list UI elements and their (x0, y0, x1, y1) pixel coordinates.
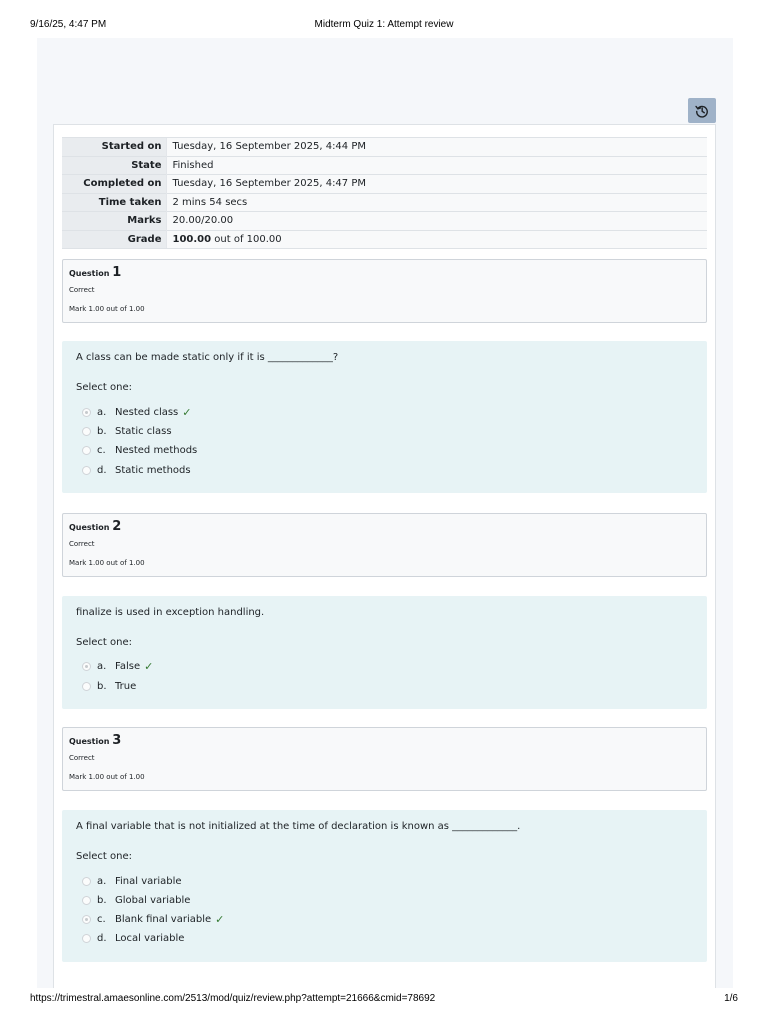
answer-option[interactable] (82, 659, 382, 673)
answer-option[interactable] (82, 679, 382, 693)
answer-label: Final variable (115, 875, 182, 887)
answer-label: Global variable (115, 894, 191, 906)
answer-letter: d. (97, 464, 107, 476)
attempt-summary-table (62, 137, 707, 249)
radio-selected[interactable] (82, 408, 91, 417)
summary-label: Started on (62, 138, 166, 157)
grade-out-of: out of 100.00 (211, 233, 282, 245)
question-formulation-2 (62, 596, 707, 709)
summary-label: Marks (62, 212, 166, 231)
question-number-value: 2 (112, 519, 122, 534)
answer-letter: b. (97, 680, 107, 692)
answer-letter: c. (97, 444, 106, 456)
summary-value: Tuesday, 16 September 2025, 4:47 PM (166, 175, 707, 194)
answer-letter: b. (97, 425, 107, 437)
radio-selected[interactable] (82, 662, 91, 671)
answer-option[interactable] (82, 405, 382, 419)
answer-label: True (115, 680, 137, 692)
radio-unselected[interactable] (82, 934, 91, 943)
question-text: A final variable that is not initialized at the time of declaration is known as _____________. (76, 821, 521, 832)
question-info-2 (62, 513, 707, 577)
summary-row-marks (62, 212, 707, 231)
answer-label: Nested methods (115, 444, 198, 456)
answer-option[interactable] (82, 893, 382, 907)
answer-letter: a. (97, 660, 107, 672)
summary-label: Grade (62, 230, 166, 249)
summary-value: Tuesday, 16 September 2025, 4:44 PM (166, 138, 707, 157)
summary-value: 20.00/20.00 (166, 212, 707, 231)
question-number-value: 3 (112, 733, 122, 748)
print-datetime: 9/16/25, 4:47 PM (30, 19, 107, 30)
question-state: Correct (69, 286, 95, 294)
answer-letter: d. (97, 932, 107, 944)
select-one-prompt: Select one: (76, 851, 133, 862)
question-number-value: 1 (112, 265, 122, 280)
summary-value: 2 mins 54 secs (166, 193, 707, 212)
answer-option[interactable] (82, 463, 382, 477)
summary-label: Time taken (62, 193, 166, 212)
answer-option[interactable] (82, 912, 382, 926)
select-one-prompt: Select one: (76, 637, 133, 648)
answer-option[interactable] (82, 874, 382, 888)
correct-check-icon: ✓ (182, 405, 192, 419)
summary-row-completed-on (62, 175, 707, 194)
history-icon (695, 104, 709, 118)
radio-selected[interactable] (82, 915, 91, 924)
question-number: Question 2 (69, 519, 122, 534)
answer-label: False (115, 660, 141, 672)
print-header (30, 19, 738, 33)
question-mark: Mark 1.00 out of 1.00 (69, 305, 145, 313)
summary-row-state (62, 156, 707, 175)
question-formulation-1 (62, 341, 707, 493)
print-footer (30, 993, 738, 1007)
question-number: Question 1 (69, 265, 122, 280)
summary-row-time-taken (62, 193, 707, 212)
answer-letter: b. (97, 894, 107, 906)
radio-unselected[interactable] (82, 446, 91, 455)
question-formulation-3 (62, 810, 707, 962)
attempt-history-button[interactable] (688, 98, 716, 123)
question-info-3 (62, 727, 707, 791)
summary-label: State (62, 156, 166, 175)
answer-letter: a. (97, 875, 107, 887)
question-text: finalize is used in exception handling. (76, 607, 265, 618)
radio-unselected[interactable] (82, 682, 91, 691)
summary-row-started-on (62, 138, 707, 157)
radio-unselected[interactable] (82, 466, 91, 475)
answer-label: Static class (115, 425, 172, 437)
summary-value: Finished (166, 156, 707, 175)
radio-unselected[interactable] (82, 427, 91, 436)
question-text: A class can be made static only if it is _____________? (76, 352, 339, 363)
answer-label: Static methods (115, 464, 191, 476)
print-page-title: Midterm Quiz 1: Attempt review (314, 19, 454, 30)
answer-label: Blank final variable (115, 913, 212, 925)
question-state: Correct (69, 754, 95, 762)
summary-label: Completed on (62, 175, 166, 194)
summary-value (166, 230, 707, 249)
answer-letter: a. (97, 406, 107, 418)
answer-label: Local variable (115, 932, 185, 944)
radio-unselected[interactable] (82, 877, 91, 886)
answer-option[interactable] (82, 443, 382, 457)
grade-score: 100.00 (172, 233, 212, 245)
answer-letter: c. (97, 913, 106, 925)
question-number: Question 3 (69, 733, 122, 748)
correct-check-icon: ✓ (144, 659, 154, 673)
select-one-prompt: Select one: (76, 382, 133, 393)
page-number: 1/6 (724, 993, 738, 1004)
question-mark: Mark 1.00 out of 1.00 (69, 773, 145, 781)
answer-label: Nested class (115, 406, 179, 418)
summary-row-grade (62, 230, 707, 249)
question-info-1 (62, 259, 707, 323)
answer-option[interactable] (82, 424, 382, 438)
radio-unselected[interactable] (82, 896, 91, 905)
correct-check-icon: ✓ (215, 912, 225, 926)
page-url: https://trimestral.amaesonline.com/2513/mod/quiz/review.php?attempt=21666&cmid=78692 (30, 993, 436, 1004)
question-mark: Mark 1.00 out of 1.00 (69, 559, 145, 567)
question-state: Correct (69, 540, 95, 548)
answer-option[interactable] (82, 931, 382, 945)
